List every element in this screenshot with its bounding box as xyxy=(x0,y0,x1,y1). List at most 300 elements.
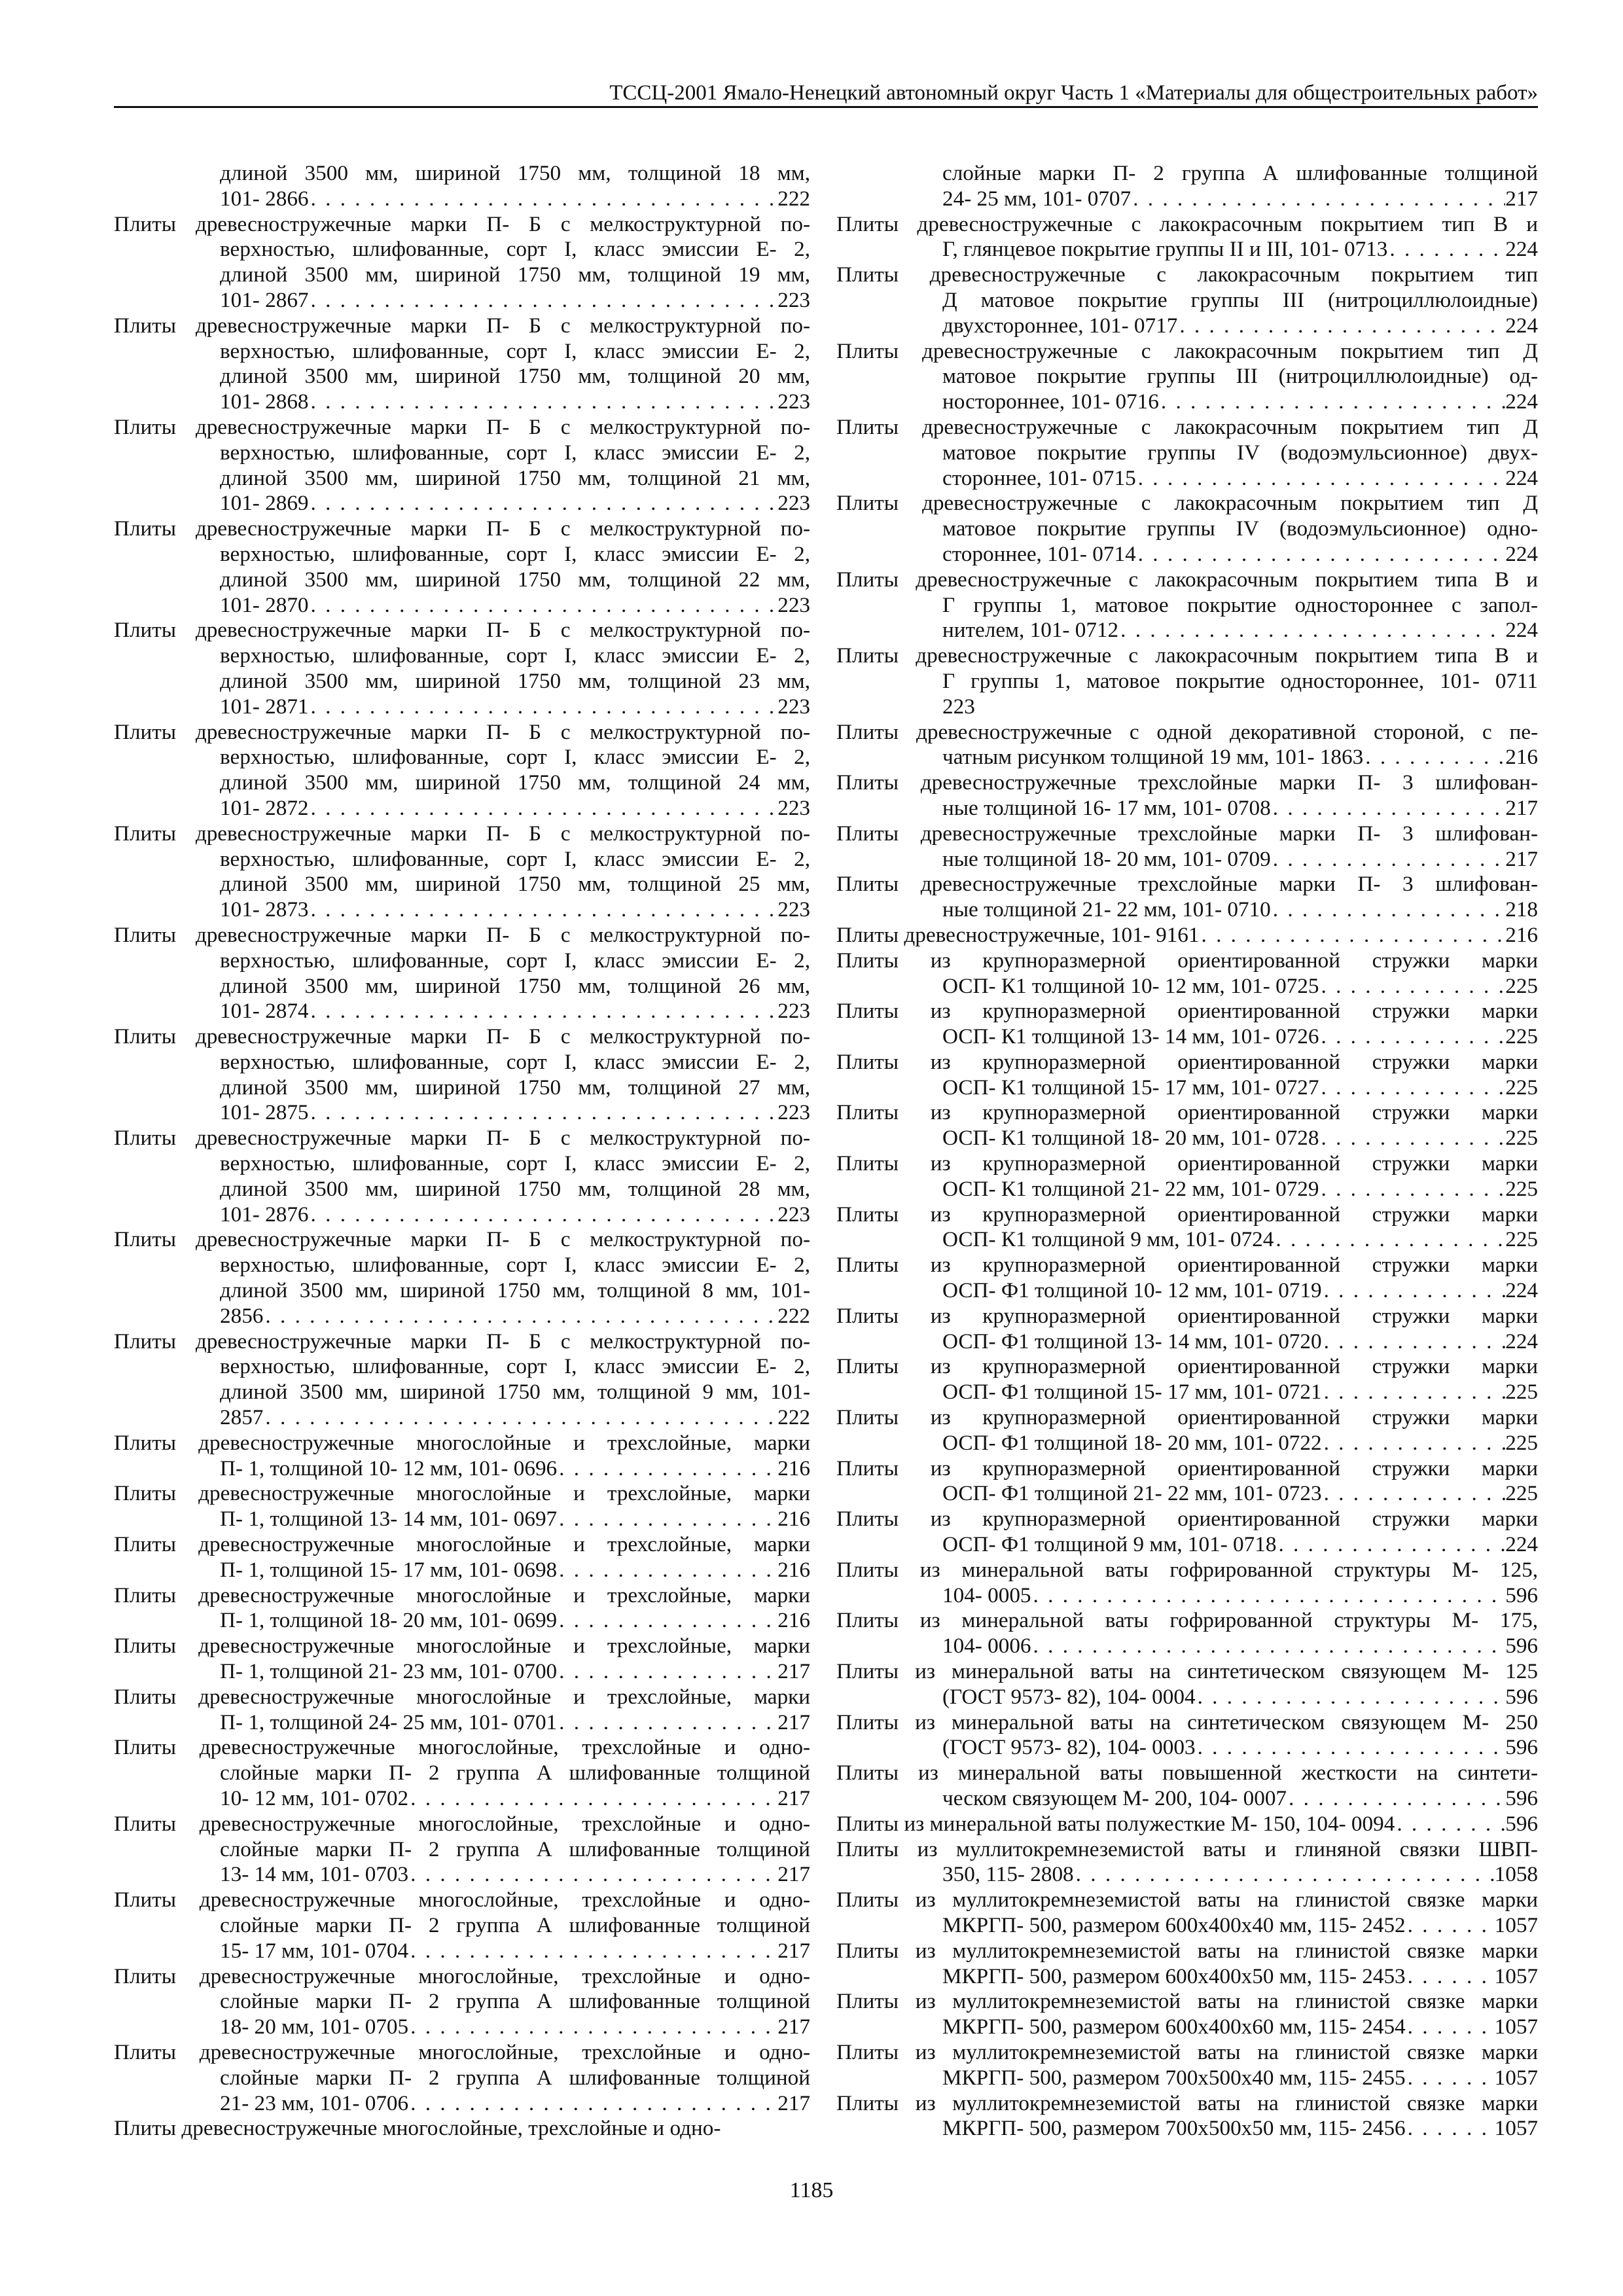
dot-leader xyxy=(1319,974,1505,999)
index-entry-text: (ГОСТ 9573- 82), 104- 0003 xyxy=(942,1735,1196,1760)
index-entry-line: Плиты древесностружечные марки П- Б с мелкоструктурной по- xyxy=(114,1024,810,1049)
index-page-ref: 224 xyxy=(1505,237,1538,262)
index-entry-line: длиной 3500 мм, шириной 1750 мм, толщиной 20 мм, xyxy=(220,364,810,389)
index-entry-last-line xyxy=(114,288,810,314)
index-entry-text: 13- 14 мм, 101- 0703 xyxy=(220,1862,409,1887)
index-entry-last-line xyxy=(114,187,810,212)
index-entry-text: 101- 2871 xyxy=(220,694,309,719)
index-entry-line: верхностью, шлифованные, сорт I, класс эмиссии Е- 2, xyxy=(220,541,810,566)
dot-leader xyxy=(408,1862,777,1888)
index-entry-text: (ГОСТ 9573- 82), 104- 0004 xyxy=(942,1684,1196,1709)
index-entry xyxy=(836,1050,1538,1101)
index-entry-last-line xyxy=(836,2066,1538,2091)
index-entry-last-line xyxy=(836,187,1538,212)
index-page-ref: 217 xyxy=(777,1938,810,1963)
index-entry-last-line xyxy=(836,974,1538,999)
index-entry xyxy=(836,1812,1538,1837)
dot-leader xyxy=(1131,187,1505,212)
index-entry xyxy=(836,1659,1538,1710)
index-entry-text: 101- 2873 xyxy=(220,897,309,922)
index-entry xyxy=(836,1939,1538,1990)
index-entry-line: Плиты древесностружечные многослойные и трехслойные, марки xyxy=(114,1684,810,1709)
index-entry-last-line xyxy=(836,1227,1538,1253)
index-entry xyxy=(114,212,810,314)
index-entry xyxy=(836,1710,1538,1761)
index-entry-line: Плиты древесностружечные многослойные и трехслойные, марки xyxy=(114,1430,810,1455)
index-page-ref: 596 xyxy=(1505,1811,1538,1836)
index-entry-text: чатным рисунком толщиной 19 мм, 101- 1863 xyxy=(942,745,1364,770)
index-entry-last-line xyxy=(114,2116,810,2142)
index-entry-line: Плиты древесностружечные с лакокрасочным покрытием тип В и xyxy=(836,211,1538,236)
index-entry-line: Плиты из муллитокремнеземистой ваты на глинистой связке марки xyxy=(836,1938,1538,1963)
index-page-ref: 218 xyxy=(1505,897,1538,922)
index-entry-last-line xyxy=(836,1583,1538,1609)
index-page-ref: 223 xyxy=(777,999,810,1024)
dot-leader xyxy=(557,1608,777,1634)
index-entry xyxy=(836,491,1538,567)
index-entry-last-line xyxy=(114,1202,810,1228)
index-entry xyxy=(836,923,1538,948)
index-page-ref: 216 xyxy=(777,1456,810,1480)
index-entry-last-line xyxy=(836,1278,1538,1304)
index-entry-line: Плиты из крупноразмерной ориентированной стружки марки xyxy=(836,999,1538,1024)
index-entry xyxy=(836,1151,1538,1202)
index-entry-line: Плиты из крупноразмерной ориентированной стружки марки xyxy=(836,1049,1538,1074)
index-entry-text: П- 1, толщиной 15- 17 мм, 101- 0698 xyxy=(220,1557,558,1582)
index-entry-line: слойные марки П- 2 группа А шлифованные толщиной xyxy=(220,1912,810,1937)
index-entry-last-line xyxy=(836,1024,1538,1050)
index-entry xyxy=(114,516,810,618)
index-entry-last-line xyxy=(836,314,1538,339)
dot-leader xyxy=(1395,1812,1505,1837)
index-entry-last-line xyxy=(836,1481,1538,1507)
index-entry xyxy=(114,1329,810,1431)
index-page-ref: 216 xyxy=(777,1557,810,1582)
index-entry-last-line xyxy=(836,1126,1538,1151)
dot-leader xyxy=(408,1786,777,1812)
index-entry-line: длиной 3500 мм, шириной 1750 мм, толщиной 23 мм, xyxy=(220,668,810,693)
index-page-ref: 217 xyxy=(777,1786,810,1810)
index-entry-last-line xyxy=(114,1100,810,1126)
index-entry xyxy=(836,1558,1538,1609)
index-entry xyxy=(114,415,810,516)
index-entry xyxy=(114,1964,810,2040)
index-entry-text: 101- 2875 xyxy=(220,1100,309,1125)
index-entry xyxy=(114,314,810,415)
index-entry-text: Плиты древесностружечные многослойные, трехслойные и одно- xyxy=(114,2116,721,2141)
index-entry xyxy=(836,1888,1538,1939)
index-entry-line: Плиты из крупноразмерной ориентированной стружки марки xyxy=(836,1303,1538,1328)
dot-leader xyxy=(309,1202,778,1228)
index-entry xyxy=(836,415,1538,491)
index-entry-text: Плиты древесностружечные, 101- 9161 xyxy=(836,922,1200,947)
index-page-ref: 223 xyxy=(777,694,810,719)
index-entry xyxy=(114,161,810,212)
dot-leader xyxy=(309,694,778,720)
index-entry-line: Плиты древесностружечные многослойные, трехслойные и одно- xyxy=(114,1964,810,1988)
index-page-ref: 225 xyxy=(1505,1126,1538,1151)
index-entry xyxy=(836,643,1538,719)
index-entry-last-line xyxy=(836,1177,1538,1202)
index-entry xyxy=(114,1227,810,1329)
index-entry-text: 101- 2867 xyxy=(220,287,309,312)
index-entry-last-line xyxy=(114,1786,810,1812)
index-entry-text: 101- 2868 xyxy=(220,389,309,414)
index-entry-line: Г группы 1, матовое покрытие одностороннее с запол- xyxy=(942,592,1538,617)
dot-leader xyxy=(1322,1329,1506,1355)
index-page-ref: 1057 xyxy=(1494,2065,1538,2090)
index-entry-line: Плиты из муллитокремнеземистой ваты на глинистой связке марки xyxy=(836,2090,1538,2115)
index-page-ref: 216 xyxy=(777,1507,810,1532)
index-page-ref: 1057 xyxy=(1494,2015,1538,2039)
index-entry-text: 350, 115- 2808 xyxy=(942,1862,1074,1887)
index-entry-text: МКРГП- 500, размером 600х400х60 мм, 115- 2454 xyxy=(942,2015,1406,2039)
index-entry-last-line xyxy=(836,1329,1538,1355)
dot-leader xyxy=(1118,618,1505,643)
index-entry-line: длиной 3500 мм, шириной 1750 мм, толщиной 21 мм, xyxy=(220,465,810,490)
index-entry xyxy=(836,1608,1538,1659)
index-page-ref: 217 xyxy=(777,1710,810,1734)
dot-leader xyxy=(557,1710,777,1736)
dot-leader xyxy=(1319,1126,1505,1151)
index-page-ref: 225 xyxy=(1505,1380,1538,1405)
index-entry-line: Плиты древесностружечные с лакокрасочным покрытием тип Д xyxy=(836,414,1538,439)
index-entry-line: слойные марки П- 2 группа А шлифованные толщиной xyxy=(220,1761,810,1785)
index-entry-text: 104- 0006 xyxy=(942,1634,1031,1659)
index-entry xyxy=(114,2040,810,2116)
dot-leader xyxy=(309,491,778,516)
index-entry-last-line xyxy=(114,1710,810,1736)
index-entry-last-line xyxy=(836,847,1538,872)
dot-leader xyxy=(1031,1634,1506,1659)
index-page-ref: 596 xyxy=(1505,1735,1538,1760)
index-entry xyxy=(836,1837,1538,1888)
index-page-ref: 224 xyxy=(1505,389,1538,414)
index-entry xyxy=(114,2116,810,2142)
dot-leader xyxy=(1274,1227,1505,1253)
index-entry xyxy=(836,872,1538,923)
index-entry xyxy=(836,999,1538,1050)
dot-leader xyxy=(1271,847,1506,872)
index-entry-last-line xyxy=(836,2015,1538,2040)
dot-leader xyxy=(1406,1964,1495,1990)
index-page-ref: 225 xyxy=(1505,1075,1538,1100)
index-page-ref: 216 xyxy=(777,1608,810,1633)
index-entry-line: слойные марки П- 2 группа А шлифованные толщиной xyxy=(220,2065,810,2090)
index-entry xyxy=(836,1100,1538,1151)
index-entry xyxy=(114,1888,810,1964)
index-entry-text: 101- 2876 xyxy=(220,1202,309,1227)
index-entry-last-line xyxy=(836,1075,1538,1101)
index-entry-last-line xyxy=(836,1431,1538,1456)
dot-leader xyxy=(309,999,778,1024)
index-entry-line: Плиты из крупноразмерной ориентированной стружки марки xyxy=(836,1456,1538,1480)
index-entry xyxy=(836,1507,1538,1558)
index-entry-text: МКРГП- 500, размером 600х400х40 мм, 115- 2452 xyxy=(942,1912,1406,1937)
index-page-ref: 224 xyxy=(1505,465,1538,490)
dot-leader xyxy=(1136,542,1506,567)
index-entry-text: Плиты из минеральной ваты полужесткие М- 150, 104- 0094 xyxy=(836,1811,1395,1836)
index-entry xyxy=(836,948,1538,999)
dot-leader xyxy=(557,1507,777,1532)
index-entry-line: Плиты из крупноразмерной ориентированной стружки марки xyxy=(836,1100,1538,1125)
index-entry xyxy=(836,1253,1538,1304)
index-entry-text: ОСП- К1 толщиной 10- 12 мм, 101- 0725 xyxy=(942,973,1319,998)
index-entry-text: 24- 25 мм, 101- 0707 xyxy=(942,186,1132,211)
dot-leader xyxy=(1319,1075,1505,1101)
index-entry-line: верхностью, шлифованные, сорт I, класс эмиссии Е- 2, xyxy=(220,846,810,871)
index-entry-line: Плиты древесностружечные марки П- Б с мелкоструктурной по- xyxy=(114,414,810,439)
index-page-ref: 223 xyxy=(777,1100,810,1125)
index-page-ref: 217 xyxy=(777,1659,810,1684)
index-page-ref: 216 xyxy=(1505,922,1538,947)
dot-leader xyxy=(1406,2116,1495,2142)
index-entry-line: матовое покрытие группы IV (водоэмульсионное) двух- xyxy=(942,440,1538,465)
index-entry-last-line xyxy=(114,2091,810,2117)
dot-leader xyxy=(1276,1532,1505,1558)
index-entry xyxy=(836,1405,1538,1456)
index-entry-line: слойные марки П- 2 группа А шлифованные толщиной xyxy=(942,161,1538,185)
index-entry-last-line xyxy=(114,1608,810,1634)
index-entry-line: Плиты из крупноразмерной ориентированной стружки марки xyxy=(836,1202,1538,1227)
index-entry-last-line xyxy=(114,1456,810,1482)
dot-leader xyxy=(1322,1431,1506,1456)
index-entry-text: ОСП- К1 толщиной 15- 17 мм, 101- 0727 xyxy=(942,1075,1319,1100)
index-entry-text: 101- 2872 xyxy=(220,795,309,820)
dot-leader xyxy=(1199,923,1505,948)
index-entry-text: 2857 xyxy=(220,1405,264,1430)
dot-leader xyxy=(1271,796,1506,821)
index-page-ref: 224 xyxy=(1505,541,1538,566)
index-entry-line: Плиты из муллитокремнеземистой ваты и глиняной связки ШВП- xyxy=(836,1837,1538,1861)
running-header: ТССЦ-2001 Ямало-Ненецкий автономный округ Часть 1 «Материалы для общестроительных работ» xyxy=(609,81,1538,105)
index-entry xyxy=(836,339,1538,415)
index-page-ref: 217 xyxy=(777,2015,810,2039)
index-entry-text: стороннее, 101- 0715 xyxy=(942,465,1136,490)
dot-leader xyxy=(1406,1913,1495,1939)
index-entry-text: П- 1, толщиной 10- 12 мм, 101- 0696 xyxy=(220,1456,558,1480)
index-entry-line: длиной 3500 мм, шириной 1750 мм, толщиной 25 мм, xyxy=(220,872,810,897)
index-entry-line: Плиты из крупноразмерной ориентированной стружки марки xyxy=(836,1151,1538,1176)
index-page-ref: 224 xyxy=(1505,313,1538,338)
index-entry-line: Д матовое покрытие группы III (нитроциллюлоидные) xyxy=(942,287,1538,312)
index-entry-last-line xyxy=(114,897,810,923)
index-entry-text: нителем, 101- 0712 xyxy=(942,618,1119,643)
index-entry-line: верхностью, шлифованные, сорт I, класс эмиссии Е- 2, xyxy=(220,338,810,363)
index-entry-last-line xyxy=(114,1659,810,1685)
index-page-ref: 225 xyxy=(1505,1481,1538,1506)
index-entry-line: матовое покрытие группы III (нитроциллюлоидные) од- xyxy=(942,364,1538,389)
index-entry-line: длиной 3500 мм, шириной 1750 мм, толщиной 26 мм, xyxy=(220,973,810,998)
index-entry-line: длиной 3500 мм, шириной 1750 мм, толщиной 27 мм, xyxy=(220,1075,810,1100)
index-entry-last-line xyxy=(114,2015,810,2040)
index-page-ref: 224 xyxy=(1505,1329,1538,1354)
dot-leader xyxy=(309,288,778,314)
index-entry xyxy=(836,1761,1538,1812)
index-entry-line: Плиты древесностружечные многослойные и трехслойные, марки xyxy=(114,1481,810,1506)
index-entry-last-line xyxy=(836,796,1538,821)
index-entry-line: Плиты древесностружечные с одной декоративной стороной, с пе- xyxy=(836,719,1538,744)
index-page-ref: 224 xyxy=(1505,1532,1538,1557)
index-entry-last-line xyxy=(836,694,1538,720)
index-entry-text: ОСП- Ф1 толщиной 9 мм, 101- 0718 xyxy=(942,1532,1277,1557)
index-entry-line: Плиты древесностружечные многослойные и трехслойные, марки xyxy=(114,1532,810,1557)
index-entry-line: длиной 3500 мм, шириной 1750 мм, толщиной 18 мм, xyxy=(220,161,810,185)
index-entry-text: 101- 2874 xyxy=(220,999,309,1024)
index-entry-line: верхностью, шлифованные, сорт I, класс эмиссии Е- 2, xyxy=(220,1151,810,1176)
index-entry-line: Г группы 1, матовое покрытие одностороннее, 101- 0711 xyxy=(942,668,1538,693)
dot-leader xyxy=(309,1100,778,1126)
index-entry-text: ОСП- Ф1 толщиной 10- 12 мм, 101- 0719 xyxy=(942,1278,1322,1303)
index-entry-line: Плиты древесностружечные марки П- Б с мелкоструктурной по- xyxy=(114,516,810,541)
index-entry xyxy=(836,770,1538,821)
index-entry-text: 2856 xyxy=(220,1303,264,1328)
header-rule xyxy=(114,106,1538,108)
index-entry-last-line xyxy=(114,1507,810,1532)
index-entry-line: Плиты из муллитокремнеземистой ваты на глинистой связке марки xyxy=(836,1989,1538,2014)
index-entry-last-line xyxy=(836,1685,1538,1710)
dot-leader xyxy=(408,2091,777,2117)
index-page-ref: 596 xyxy=(1505,1684,1538,1709)
index-entry xyxy=(836,1354,1538,1405)
index-entry-text: 21- 23 мм, 101- 0706 xyxy=(220,2090,409,2115)
index-entry-text: ОСП- К1 толщиной 18- 20 мм, 101- 0728 xyxy=(942,1126,1319,1151)
index-entry-last-line xyxy=(114,1405,810,1431)
index-entry-last-line xyxy=(836,1532,1538,1558)
dot-leader xyxy=(309,389,778,415)
dot-leader xyxy=(309,796,778,821)
index-entry-text: ностороннее, 101- 0716 xyxy=(942,389,1159,414)
index-entry-line: верхностью, шлифованные, сорт I, класс эмиссии Е- 2, xyxy=(220,948,810,973)
dot-leader xyxy=(1196,1735,1506,1761)
dot-leader xyxy=(1406,2015,1495,2040)
index-entry-line: Плиты древесностружечные марки П- Б с мелкоструктурной по- xyxy=(114,821,810,846)
index-entry xyxy=(114,1735,810,1811)
index-entry-line: Плиты древесностружечные трехслойные марки П- 3 шлифован- xyxy=(836,821,1538,846)
index-entry xyxy=(114,1812,810,1888)
index-entry xyxy=(114,1431,810,1482)
index-entry-line: верхностью, шлифованные, сорт I, класс эмиссии Е- 2, xyxy=(220,1253,810,1278)
index-entry-line: Плиты из минеральной ваты на синтетическом связующем М- 125 xyxy=(836,1659,1538,1684)
dot-leader xyxy=(1406,2066,1495,2091)
index-page-ref: 224 xyxy=(1505,618,1538,643)
index-entry-line: Плиты древесностружечные с лакокрасочным покрытием тип Д xyxy=(836,338,1538,363)
index-entry-line: верхностью, шлифованные, сорт I, класс эмиссии Е- 2, xyxy=(220,643,810,668)
dot-leader xyxy=(1159,389,1505,415)
index-entry-text: ные толщиной 16- 17 мм, 101- 0708 xyxy=(942,795,1271,820)
index-entry-line: Плиты из крупноразмерной ориентированной стружки марки xyxy=(836,1507,1538,1532)
index-entry-line: длиной 3500 мм, шириной 1750 мм, толщиной 28 мм, xyxy=(220,1176,810,1201)
index-entry-text: ческом связующем М- 200, 104- 0007 xyxy=(942,1786,1287,1810)
index-entry xyxy=(836,567,1538,643)
index-entry-last-line xyxy=(836,1862,1538,1888)
index-entry-text: ОСП- Ф1 толщиной 13- 14 мм, 101- 0720 xyxy=(942,1329,1322,1354)
dot-leader xyxy=(1322,1481,1506,1507)
index-page-ref: 216 xyxy=(1505,745,1538,770)
dot-leader xyxy=(309,897,778,923)
index-entry-text: ОСП- Ф1 толщиной 18- 20 мм, 101- 0722 xyxy=(942,1430,1322,1455)
index-page-ref: 1057 xyxy=(1494,2116,1538,2141)
index-page-ref: 223 xyxy=(777,1202,810,1227)
index-entry xyxy=(836,2040,1538,2091)
index-entry-line: Плиты древесностружечные многослойные, трехслойные и одно- xyxy=(114,2039,810,2064)
index-entry-last-line xyxy=(836,745,1538,770)
index-page-ref: 223 xyxy=(777,287,810,312)
index-entry-line: Плиты древесностружечные с лакокрасочным покрытием тип Д xyxy=(836,491,1538,516)
index-entry xyxy=(114,1532,810,1583)
index-entry-line: Плиты древесностружечные трехслойные марки П- 3 шлифован- xyxy=(836,770,1538,795)
index-entry-text: П- 1, толщиной 24- 25 мм, 101- 0701 xyxy=(220,1710,558,1734)
dot-leader xyxy=(1363,745,1505,770)
dot-leader xyxy=(1031,1583,1506,1609)
index-page-ref: 225 xyxy=(1505,1176,1538,1201)
index-entry-last-line xyxy=(114,1939,810,1964)
index-page-ref: 223 xyxy=(777,491,810,516)
index-entry-last-line xyxy=(836,1735,1538,1761)
index-entry-last-line xyxy=(836,1913,1538,1939)
index-entry-last-line xyxy=(836,1812,1538,1837)
index-entry-line: верхностью, шлифованные, сорт I, класс эмиссии Е- 2, xyxy=(220,745,810,770)
index-entry xyxy=(114,1126,810,1227)
index-page-ref: 223 xyxy=(777,592,810,617)
dot-leader xyxy=(1271,897,1506,923)
index-entry-text: ные толщиной 21- 22 мм, 101- 0710 xyxy=(942,897,1271,922)
index-entry-last-line xyxy=(114,694,810,720)
index-entry xyxy=(836,212,1538,263)
index-page-ref: 223 xyxy=(777,389,810,414)
index-entry-last-line xyxy=(836,1964,1538,1990)
index-entry-text: 15- 17 мм, 101- 0704 xyxy=(220,1938,409,1963)
index-page-ref: 217 xyxy=(1505,846,1538,871)
index-entry-last-line xyxy=(836,2116,1538,2142)
index-entry-line: Плиты древесностружечные трехслойные марки П- 3 шлифован- xyxy=(836,872,1538,897)
index-entry-line: Плиты из крупноразмерной ориентированной стружки марки xyxy=(836,1253,1538,1278)
index-page-ref: 217 xyxy=(777,2090,810,2115)
index-entry-text: П- 1, толщиной 21- 23 мм, 101- 0700 xyxy=(220,1659,558,1684)
dot-leader xyxy=(557,1659,777,1685)
index-entry xyxy=(836,1304,1538,1355)
index-entry-line: Плиты древесностружечные марки П- Б с мелкоструктурной по- xyxy=(114,1126,810,1151)
index-entry-line: Плиты древесностружечные с лакокрасочным покрытием типа В и xyxy=(836,643,1538,668)
index-entry xyxy=(114,1685,810,1736)
index-entry-text: ОСП- К1 толщиной 9 мм, 101- 0724 xyxy=(942,1227,1274,1252)
index-entry-text: 101- 2866 xyxy=(220,186,309,211)
index-page-ref: 225 xyxy=(1505,1024,1538,1049)
index-entry-line: Плиты из минеральной ваты на синтетическом связующем М- 250 xyxy=(836,1710,1538,1734)
index-entry-line: Плиты древесностружечные марки П- Б с мелкоструктурной по- xyxy=(114,1329,810,1354)
index-page-ref: 223 xyxy=(777,897,810,922)
index-entry-last-line xyxy=(836,466,1538,492)
index-entry-last-line xyxy=(114,389,810,415)
index-entry-line: длиной 3500 мм, шириной 1750 мм, толщиной 9 мм, 101- xyxy=(220,1380,810,1405)
index-entry-line: Плиты древесностружечные многослойные, трехслойные и одно- xyxy=(114,1735,810,1760)
index-entry-line: Плиты древесностружечные многослойные и трехслойные, марки xyxy=(114,1583,810,1607)
index-entry-text: МКРГП- 500, размером 700х500х40 мм, 115- 2455 xyxy=(942,2065,1406,2090)
index-entry xyxy=(114,1634,810,1685)
index-entry-line: верхностью, шлифованные, сорт I, класс эмиссии Е- 2, xyxy=(220,237,810,262)
index-page-ref: 1057 xyxy=(1494,1912,1538,1937)
dot-leader xyxy=(1319,1177,1505,1202)
index-entry-line: Плиты древесностружечные многослойные и трехслойные, марки xyxy=(114,1634,810,1659)
index-entry-last-line xyxy=(836,1380,1538,1405)
index-entry xyxy=(836,161,1538,212)
index-entry-text: П- 1, толщиной 13- 14 мм, 101- 0697 xyxy=(220,1507,558,1532)
index-entry-text: двухстороннее, 101- 0717 xyxy=(942,313,1178,338)
index-entry xyxy=(836,821,1538,872)
index-entry-last-line xyxy=(114,1304,810,1329)
index-entry-line: Плиты древесностружечные многослойные, трехслойные и одно- xyxy=(114,1888,810,1912)
index-entry-text: Г, глянцевое покрытие группы II и III, 101- 0713 xyxy=(942,237,1388,262)
